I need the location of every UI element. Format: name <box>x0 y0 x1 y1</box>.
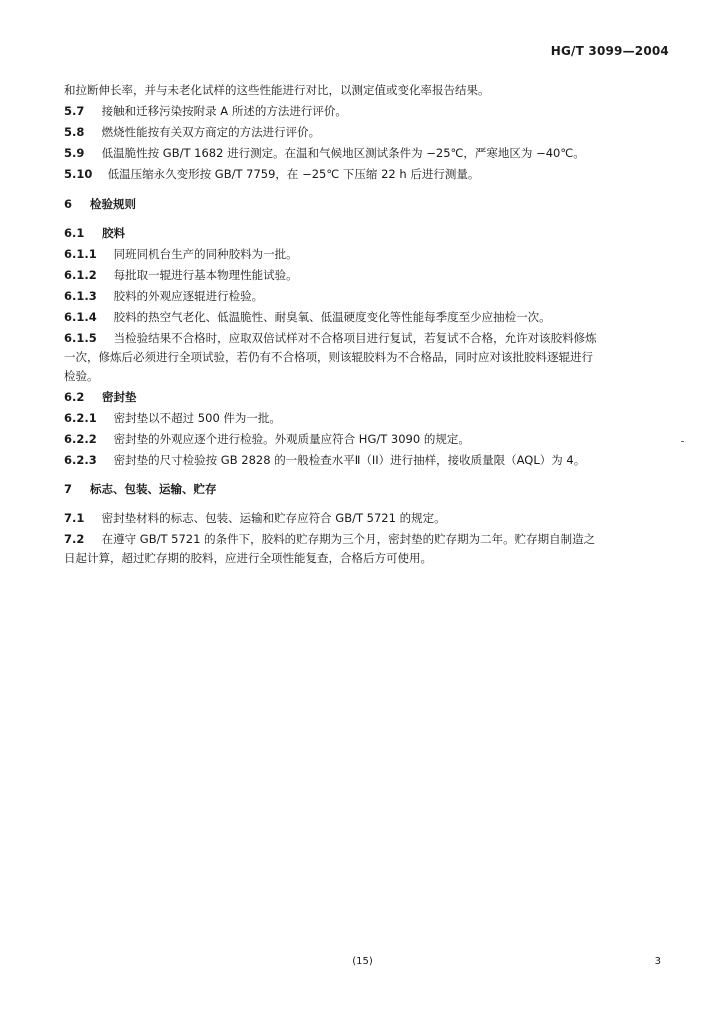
clause-number: 6.1.2 <box>64 268 97 282</box>
clause-number: 6.2.3 <box>64 453 97 467</box>
footer-sequence: (15) <box>352 956 373 967</box>
clause-6-1-5 <box>64 330 670 347</box>
section-title: 标志、包装、运输、贮存 <box>90 482 217 496</box>
clause-number: 5.8 <box>64 125 85 139</box>
clause-5-8 <box>64 124 670 141</box>
clause-text: 每批取一辊进行基本物理性能试验。 <box>113 268 298 282</box>
clause-number: 7.2 <box>64 532 85 546</box>
subsection-6-2-heading <box>64 389 670 406</box>
clause-number: 5.7 <box>64 104 85 118</box>
clause-number: 5.10 <box>64 167 93 181</box>
clause-5-7 <box>64 103 670 120</box>
clause-text: 同班同机台生产的同种胶料为一批。 <box>113 247 298 261</box>
clause-7-1 <box>64 510 670 527</box>
clause-text: 燃烧性能按有关双方商定的方法进行评价。 <box>101 125 321 139</box>
clause-number: 6.2.1 <box>64 411 97 425</box>
clause-5-10 <box>64 166 670 183</box>
clause-number: 6.1.5 <box>64 331 97 345</box>
clause-6-1-1 <box>64 246 670 263</box>
clause-number: 6.1.4 <box>64 310 97 324</box>
line-text: 和拉断伸长率，并与未老化试样的这些性能进行对比，以测定值或变化率报告结果。 <box>64 83 490 97</box>
clause-text: 密封垫的尺寸检验按 GB 2828 的一般检查水平Ⅱ（II）进行抽样，接收质量限（AQL）为 4。 <box>113 453 586 467</box>
section-7-heading <box>64 481 670 498</box>
clause-text: 在遵守 GB/T 5721 的条件下，胶料的贮存期为三个月，密封垫的贮存期为二年。贮存期自制造之 <box>101 532 596 546</box>
standard-code: HG/T 3099—2004 <box>550 44 669 58</box>
page-number: 3 <box>654 956 661 967</box>
clause-6-2-2 <box>64 431 670 448</box>
clause-number: 7.1 <box>64 511 85 525</box>
subsection-title: 密封垫 <box>102 390 137 404</box>
section-6-heading <box>64 196 670 213</box>
clause-6-1-5-cont-2 <box>64 368 670 385</box>
clause-6-1-3 <box>64 288 670 305</box>
clause-text: 日起计算，超过贮存期的胶料，应进行全项性能复查，合格后方可使用。 <box>64 551 432 565</box>
clause-7-2 <box>64 531 670 548</box>
clause-6-2-3 <box>64 452 670 469</box>
section-number: 6 <box>64 197 73 211</box>
clause-text: 胶料的热空气老化、低温脆性、耐臭氧、低温硬度变化等性能每季度至少应抽检一次。 <box>113 310 551 324</box>
clause-text: 当检验结果不合格时，应取双倍试样对不合格项目进行复试，若复试不合格，允许对该胶料修炼 <box>113 331 597 345</box>
continuation-line <box>64 82 670 99</box>
clause-7-2-cont <box>64 550 670 567</box>
clause-number: 5.9 <box>64 146 85 160</box>
scan-mark <box>681 441 684 442</box>
clause-6-1-2 <box>64 267 670 284</box>
clause-text: 密封垫以不超过 500 件为一批。 <box>113 411 281 425</box>
clause-text: 胶料的外观应逐辊进行检验。 <box>113 289 264 303</box>
clause-number: 6.1.3 <box>64 289 97 303</box>
clause-text: 接触和迁移污染按附录 A 所述的方法进行评价。 <box>101 104 347 118</box>
clause-5-9 <box>64 145 670 162</box>
clause-6-1-4 <box>64 309 670 326</box>
subsection-6-1-heading <box>64 225 670 242</box>
clause-number: 6.1.1 <box>64 247 97 261</box>
subsection-number: 6.2 <box>64 390 85 404</box>
clause-text: 低温压缩永久变形按 GB/T 7759，在 −25℃ 下压缩 22 h 后进行测量。 <box>107 167 480 181</box>
subsection-number: 6.1 <box>64 226 85 240</box>
subsection-title: 胶料 <box>102 226 126 240</box>
clause-text: 一次，修炼后必须进行全项试验，若仍有不合格项，则该辊胶料为不合格品，同时应对该批胶料逐辊进行 <box>64 350 593 364</box>
clause-text: 密封垫材料的标志、包装、运输和贮存应符合 GB/T 5721 的规定。 <box>101 511 446 525</box>
clause-text: 检验。 <box>64 369 99 383</box>
clause-text: 低温脆性按 GB/T 1682 进行测定。在温和气候地区测试条件为 −25℃，严寒地区为 −40℃。 <box>101 146 585 160</box>
section-number: 7 <box>64 482 73 496</box>
clause-text: 密封垫的外观应逐个进行检验。外观质量应符合 HG/T 3090 的规定。 <box>113 432 470 446</box>
clause-6-2-1 <box>64 410 670 427</box>
clause-number: 6.2.2 <box>64 432 97 446</box>
clause-6-1-5-cont-1 <box>64 349 670 366</box>
section-title: 检验规则 <box>90 197 137 211</box>
